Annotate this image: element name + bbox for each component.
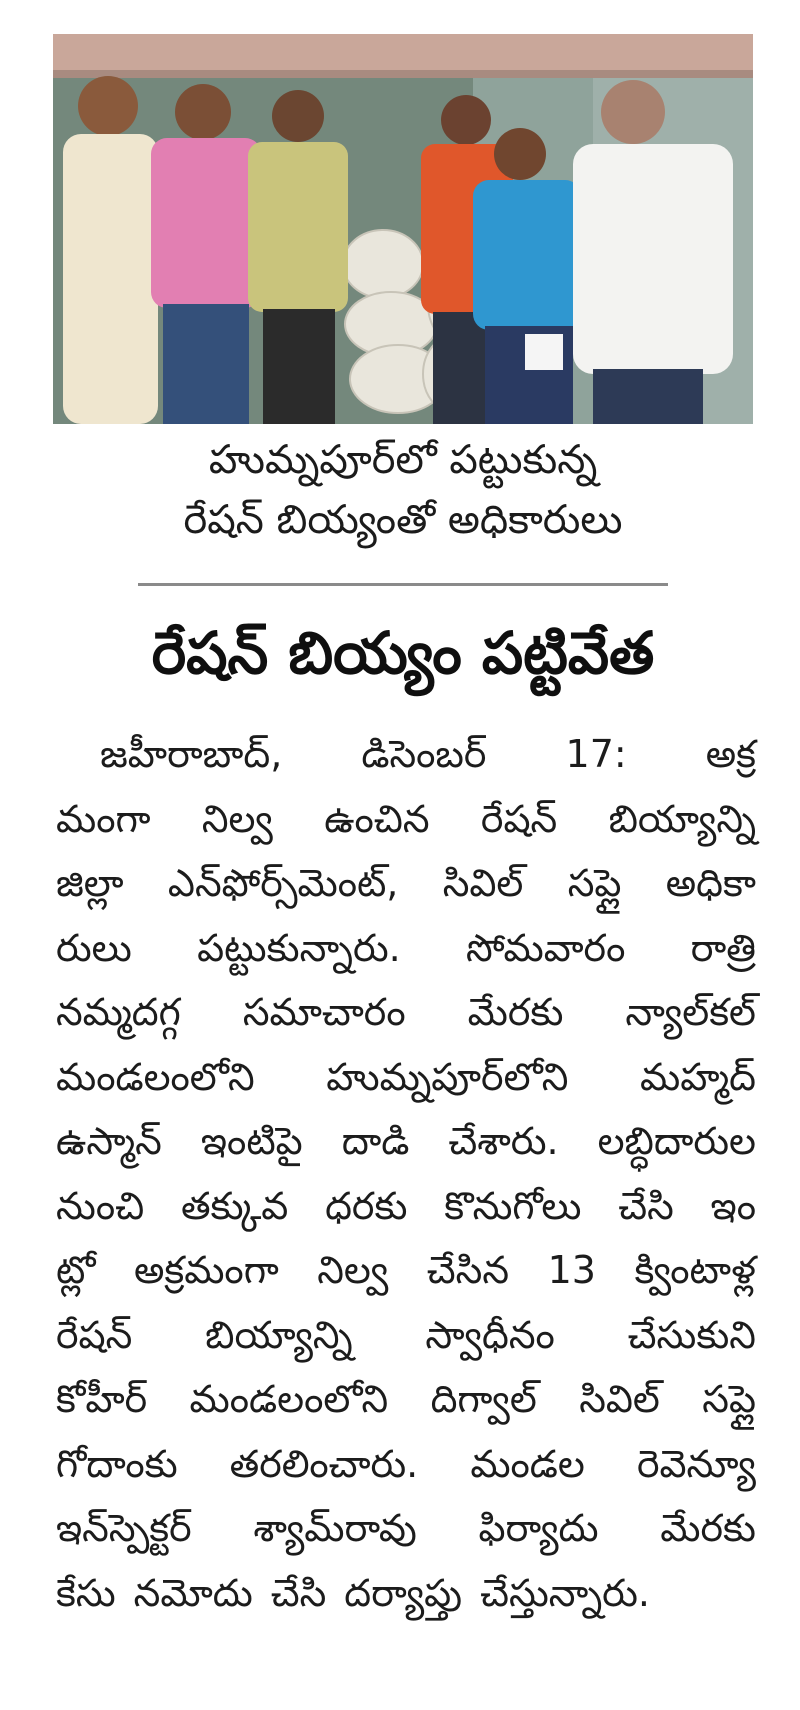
article-word: కొనుగోలు [444, 1183, 582, 1228]
article-line [56, 1238, 756, 1303]
article-word: నమ్మదగ్గ [56, 990, 181, 1034]
article-word: రెవెన్యూ [636, 1441, 756, 1486]
article-word: లబ్ధిదారుల [597, 1119, 756, 1163]
article-word: దాడి [341, 1119, 410, 1163]
article-word: సోమవారం [466, 925, 626, 970]
article-word: నమోదు [133, 1570, 253, 1615]
article-word: చేశారు. [448, 1119, 559, 1163]
article-word: నిల్వ [201, 796, 273, 841]
article-word: కేసు [56, 1570, 116, 1615]
article-word: ట్లో [56, 1248, 96, 1292]
article-word: న్యాల్‌కల్ [625, 990, 756, 1034]
article-word: మండలంలోని [189, 1377, 389, 1421]
article-line [56, 1174, 756, 1239]
article-word: ఇంటిపై [200, 1119, 303, 1163]
article-word: తరలించారు. [229, 1441, 419, 1486]
article-word: ఉస్మాన్ [56, 1119, 162, 1163]
article-word: సప్లై [567, 861, 622, 905]
article-word: ఇం [710, 1183, 756, 1228]
article-word: అక్ర [705, 732, 756, 776]
article-word: తక్కువ [180, 1183, 289, 1228]
article-line [56, 980, 756, 1045]
article-word: మేరకు [660, 1506, 756, 1550]
article-word: హుమ్నపూర్‌లోని [326, 1054, 569, 1099]
article-line [56, 1045, 756, 1110]
article-word: చేస్తున్నారు. [480, 1570, 650, 1615]
article-line [56, 1561, 756, 1626]
article-line [56, 1496, 756, 1561]
article-word: సివిల్ [579, 1377, 660, 1421]
article-word: మండల [470, 1441, 585, 1486]
article-body [56, 722, 756, 1625]
article-word: దర్యాప్తు [344, 1570, 463, 1615]
article-word: 13 [547, 1248, 596, 1292]
article-word: రులు [56, 925, 132, 970]
headline: రేషన్ బియ్యం పట్టివేత [151, 619, 655, 687]
article-word: బియ్యాన్ని [205, 1312, 353, 1357]
article-word: డిసెంబర్ [361, 732, 487, 776]
article-word: దిగ్వాల్ [430, 1377, 537, 1421]
caption-line: హుమ్నపూర్‌లో పట్టుకున్న [208, 437, 598, 483]
photo-caption [53, 430, 753, 550]
photo-of-officials-with-rice-bags-icon [53, 34, 753, 424]
article-line [56, 1367, 756, 1432]
article-word: ఇన్‌స్పెక్టర్ [56, 1506, 192, 1550]
caption-line: రేషన్ బియ్యంతో అధికారులు [183, 497, 623, 543]
article-word: మహ్మద్ [640, 1054, 756, 1099]
article-word: పట్టుకున్నారు. [197, 925, 401, 970]
caption-divider [138, 583, 668, 586]
article-word: నుంచి [56, 1183, 145, 1228]
article-line [56, 916, 756, 981]
article-word: ఎన్‌ఫోర్స్‌మెంట్, [167, 861, 399, 905]
article-word: శ్యామ్‌రావు [253, 1506, 417, 1550]
article-word: అధికా [665, 861, 756, 905]
article-word: చేసి [270, 1570, 327, 1615]
article-word: సివిల్ [442, 861, 524, 905]
article-word: మేరకు [467, 990, 564, 1034]
article-word: ధరకు [325, 1183, 408, 1228]
article-word: బియ్యాన్ని [608, 796, 756, 841]
article-word: చేసి [618, 1183, 674, 1228]
article-word: జిల్లా [56, 861, 124, 905]
article-line [56, 1432, 756, 1497]
article-word: మండలంలోని [56, 1054, 255, 1099]
article-word: స్వాధీనం [425, 1312, 555, 1357]
article-word: నిల్వ [317, 1248, 389, 1292]
article-word: చేసుకుని [627, 1312, 756, 1357]
article-word: జహీరాబాద్, [100, 732, 283, 776]
article-word: చేసిన [426, 1248, 510, 1292]
article-word: మంగా [56, 796, 151, 841]
article-line [56, 1109, 756, 1174]
article-line [56, 787, 756, 852]
article-word: సమాచారం [242, 990, 406, 1034]
article-word: గోదాంకు [56, 1441, 178, 1486]
article-line [56, 722, 756, 787]
article-line [56, 1303, 756, 1368]
article-word: ఉంచిన [324, 796, 430, 841]
article-word: రేషన్ [480, 796, 558, 841]
article-word: రాత్రి [690, 925, 756, 970]
article-word: ఫిర్యాదు [478, 1506, 599, 1550]
article-word: రేషన్ [56, 1312, 133, 1357]
article-word: క్వింటాళ్ల [634, 1248, 756, 1292]
article-word: కోహీర్ [56, 1377, 148, 1421]
article-line [56, 851, 756, 916]
article-word: అక్రమంగా [133, 1248, 279, 1292]
news-photo [53, 34, 753, 424]
article-word: సప్లై [702, 1377, 756, 1421]
article-word: 17: [565, 732, 627, 776]
